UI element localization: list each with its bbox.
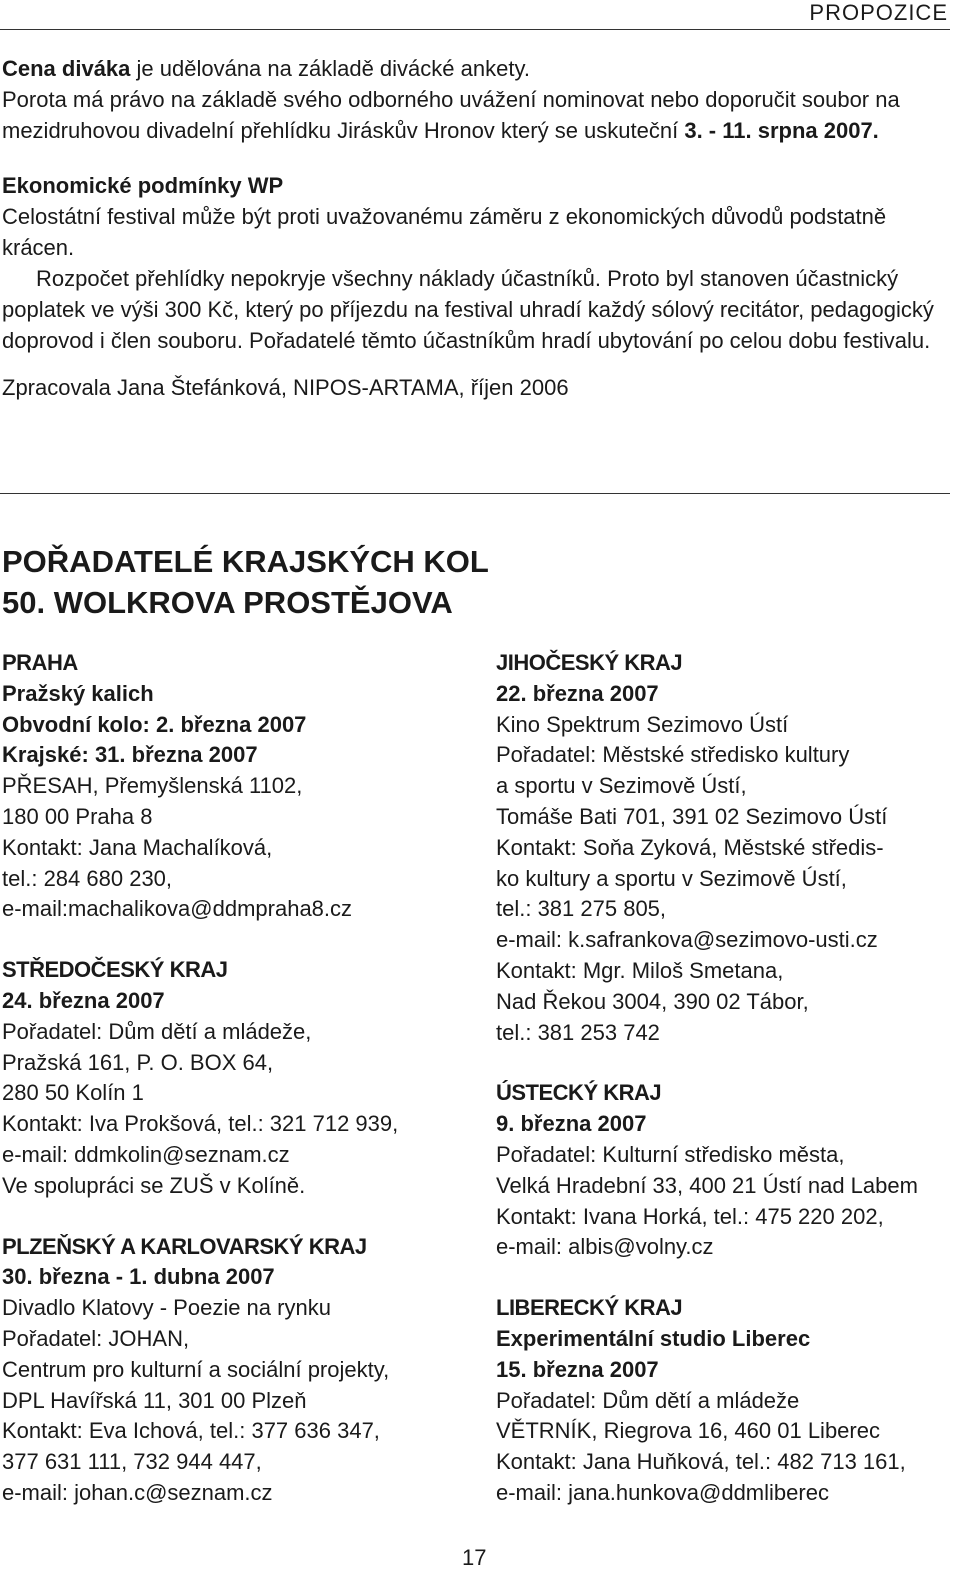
region-name: STŘEDOČESKÝ KRAJ: [2, 957, 228, 983]
region-detail-line: Pražská 161, P. O. BOX 64,: [2, 1049, 274, 1075]
region-detail-line: 180 00 Praha 8: [2, 803, 153, 829]
region-detail-line: e-mail:machalikova@ddmpraha8.cz: [2, 896, 353, 922]
region-event-line: 9. března 2007: [496, 1111, 647, 1137]
header-rule: [0, 29, 950, 30]
region-block: [496, 1078, 956, 1263]
economic-paragraph-1: Celostátní festival může být proti uvažovanému záměru z ekonomických důvodů podstatně krácen.: [2, 204, 887, 260]
region-block: [2, 1232, 472, 1509]
region-event-line: Obvodní kolo: 2. března 2007: [2, 711, 307, 737]
region-detail-line: Divadlo Klatovy - Poezie na rynku: [2, 1295, 331, 1321]
region-detail-line: Kontakt: Jana Huňková, tel.: 482 713 161,: [496, 1449, 906, 1475]
region-block: [496, 648, 956, 1048]
region-detail-line: tel.: 381 253 742: [496, 1019, 660, 1045]
audience-award-paragraph: [2, 53, 948, 84]
region-detail-line: ko kultury a sportu v Sezimově Ústí,: [496, 865, 847, 891]
region-detail-line: DPL Havířská 11, 301 00 Plzeň: [2, 1387, 307, 1413]
audience-award-text: je udělována na základě divácké ankety.: [130, 56, 530, 81]
region-detail-line: Tomáše Bati 701, 391 02 Sezimovo Ústí: [496, 803, 888, 829]
region-detail-line: 377 631 111, 732 944 447,: [2, 1449, 262, 1475]
region-detail-line: a sportu v Sezimově Ústí,: [496, 773, 747, 799]
region-detail-line: PŘESAH, Přemyšlenská 1102,: [2, 773, 303, 799]
region-detail-line: Kontakt: Soňa Zyková, Městské středis-: [496, 834, 884, 860]
region-detail-line: Velká Hradební 33, 400 21 Ústí nad Labem: [496, 1172, 918, 1198]
region-detail-line: Pořadatel: Dům dětí a mládeže,: [2, 1018, 312, 1044]
section-divider: [0, 493, 950, 494]
region-detail-line: e-mail: ddmkolin@seznam.cz: [2, 1141, 290, 1167]
region-detail-line: Pořadatel: Kulturní středisko města,: [496, 1141, 845, 1167]
region-detail-line: VĚTRNÍK, Riegrova 16, 460 01 Liberec: [496, 1418, 880, 1444]
region-detail-line: Pořadatel: Městské středisko kultury: [496, 742, 850, 768]
region-detail-line: Kontakt: Iva Prokšová, tel.: 321 712 939,: [2, 1111, 399, 1137]
audience-award-label: Cena diváka: [2, 56, 131, 81]
region-detail-line: tel.: 284 680 230,: [2, 865, 173, 891]
region-block: [496, 1293, 956, 1509]
region-detail-line: Kontakt: Ivana Horká, tel.: 475 220 202,: [496, 1203, 884, 1229]
page-number: 17: [462, 1545, 487, 1570]
region-detail-line: Kontakt: Eva Ichová, tel.: 377 636 347,: [2, 1418, 380, 1444]
author-credit: Zpracovala Jana Štefánková, NIPOS-ARTAMA, říjen 2006: [2, 375, 569, 400]
right-column: [496, 648, 956, 1539]
region-detail-line: 280 50 Kolín 1: [2, 1080, 144, 1106]
intro-text: [2, 53, 948, 403]
region-block: [2, 955, 472, 1201]
region-detail-line: e-mail: k.safrankova@sezimovo-usti.cz: [496, 927, 878, 953]
region-detail-line: e-mail: johan.c@seznam.cz: [2, 1479, 273, 1505]
region-event-line: 24. března 2007: [2, 987, 165, 1013]
region-detail-line: Kontakt: Jana Machalíková,: [2, 834, 273, 860]
region-detail-line: e-mail: jana.hunkova@ddmliberec: [496, 1479, 829, 1505]
region-detail-line: Kino Spektrum Sezimovo Ústí: [496, 711, 789, 737]
region-event-line: 22. března 2007: [496, 680, 659, 706]
region-event-line: 30. března - 1. dubna 2007: [2, 1264, 275, 1290]
page-title-line-1: POŘADATELÉ KRAJSKÝCH KOL: [2, 544, 489, 579]
region-detail-line: Pořadatel: Dům dětí a mládeže: [496, 1387, 800, 1413]
jury-paragraph: [2, 84, 948, 146]
region-event-line: Krajské: 31. března 2007: [2, 742, 258, 768]
region-name: PRAHA: [2, 650, 78, 675]
region-detail-line: e-mail: albis@volny.cz: [496, 1234, 714, 1260]
region-detail-line: tel.: 381 275 805,: [496, 896, 667, 922]
section-header-label: PROPOZICE: [809, 0, 948, 25]
jury-date: 3. - 11. srpna 2007.: [684, 118, 879, 143]
region-event-line: 15. března 2007: [496, 1356, 659, 1382]
region-detail-line: Ve spolupráci se ZUŠ v Kolíně.: [2, 1172, 306, 1198]
region-name: LIBERECKÝ KRAJ: [496, 1295, 683, 1321]
page-title: [2, 541, 489, 623]
region-name: JIHOČESKÝ KRAJ: [496, 650, 683, 675]
region-event-line: Experimentální studio Liberec: [496, 1325, 811, 1351]
economic-paragraph-2: Rozpočet přehlídky nepokryje všechny náklady účastníků. Proto byl stanoven účastnický poplatek ve výši 300 Kč, který po příjezdu na festival uhradí každý sólový recitátor, pedagogický doprovod i člen souboru. Pořadatelé těmto účastníkům hradí ubytování po celou dobu festivalu.: [2, 266, 934, 353]
region-event-line: Pražský kalich: [2, 680, 154, 706]
region-name: ÚSTECKÝ KRAJ: [496, 1080, 662, 1106]
region-detail-line: Nad Řekou 3004, 390 02 Tábor,: [496, 988, 809, 1014]
region-detail-line: Kontakt: Mgr. Miloš Smetana,: [496, 957, 784, 983]
region-detail-line: Pořadatel: JOHAN,: [2, 1325, 190, 1351]
economic-conditions-heading: Ekonomické podmínky WP: [2, 173, 284, 198]
region-detail-line: Centrum pro kulturní a sociální projekty,: [2, 1356, 390, 1382]
region-name: PLZEŇSKÝ A KARLOVARSKÝ KRAJ: [2, 1233, 367, 1259]
page-title-line-2: 50. WOLKROVA PROSTĚJOVA: [2, 585, 453, 620]
region-block: [2, 648, 472, 925]
left-column: [2, 648, 472, 1539]
jury-text: Porota má právo na základě svého odborného uvážení nominovat nebo doporučit soubor na mezidruhovou divadelní přehlídku Jiráskův Hronov který se uskuteční: [2, 87, 900, 143]
